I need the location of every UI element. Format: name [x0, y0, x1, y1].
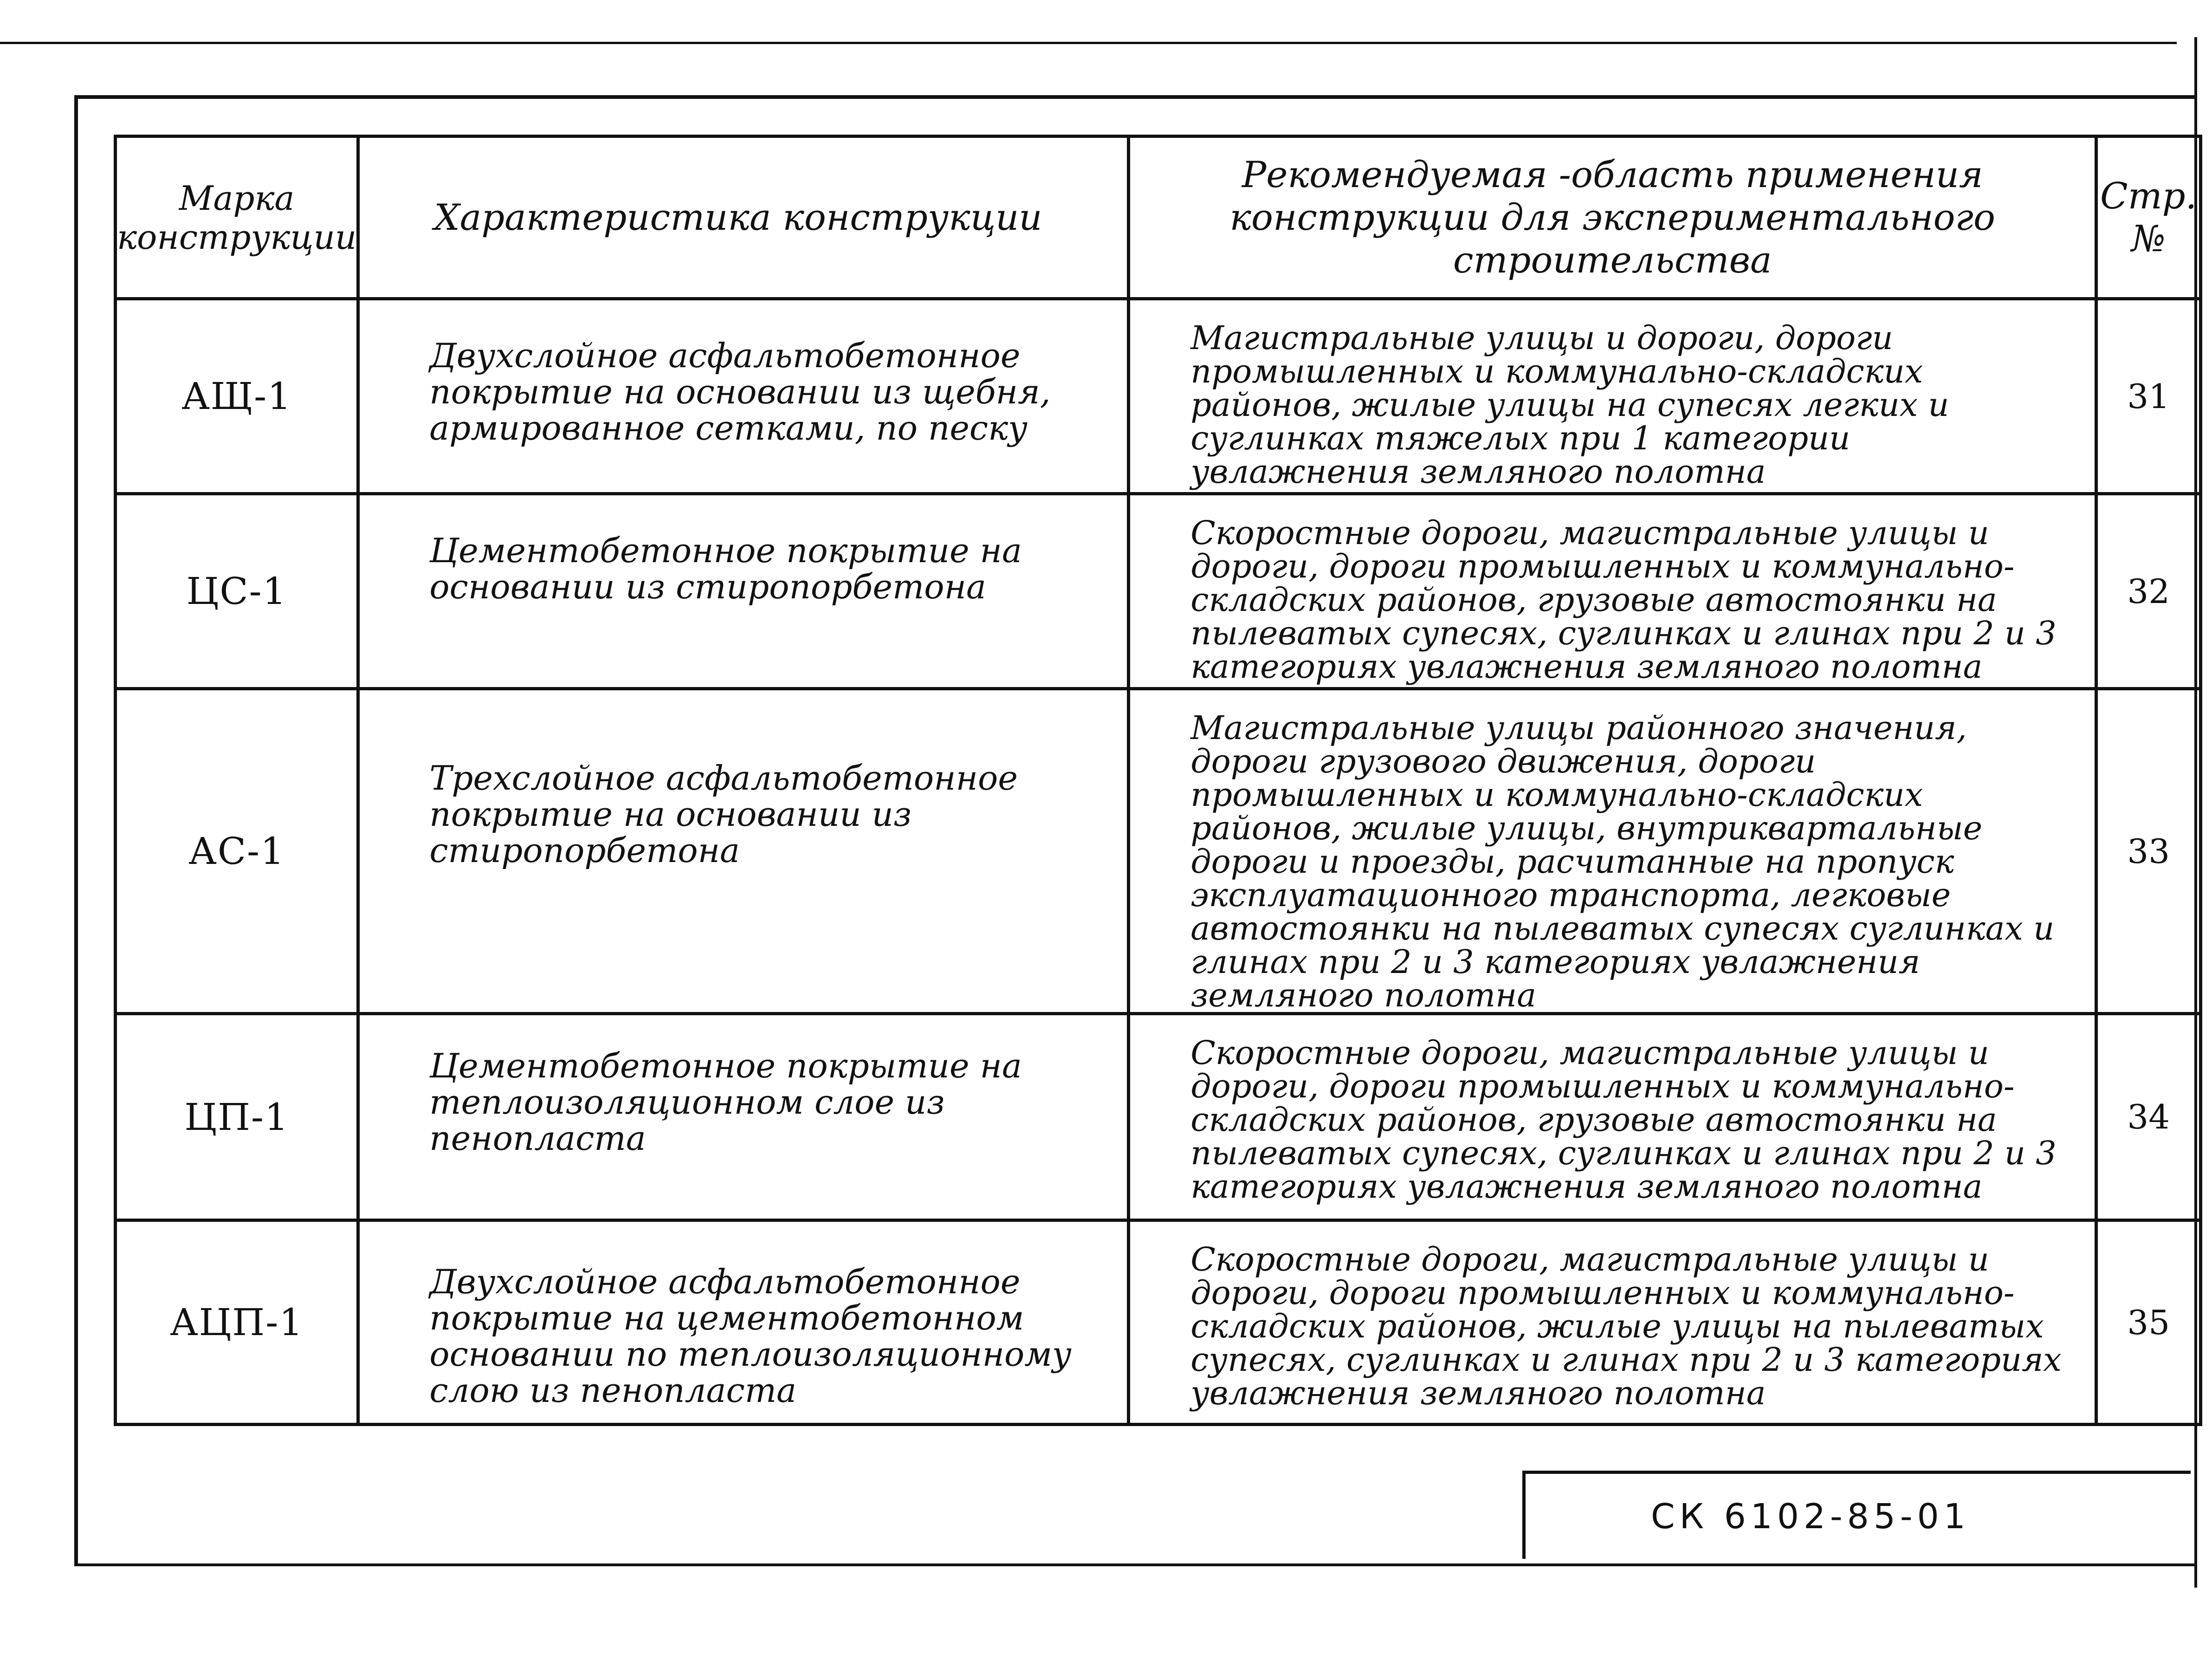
header-application-area: Рекомендуемая -область применения конструкции для экспериментального строительства — [1129, 136, 2096, 299]
row-characteristic-text: Двухслойное асфальтобетонное покрытие на цементобетонном основании по теплоизоляционному слою из пенопласта — [429, 1262, 1072, 1410]
row-characteristic-text: Двухслойное асфальтобетонное покрытие на основании из щебня, армированное сетками, по песку — [429, 336, 1051, 448]
row-page: 34 — [2096, 1014, 2201, 1220]
row-characteristic — [358, 494, 1129, 689]
row-mark: АЩ-1 — [116, 299, 358, 494]
header-page: Стр. № — [2096, 136, 2201, 299]
row-application-area — [1129, 494, 2096, 689]
table-row — [116, 299, 2201, 494]
row-page: 31 — [2096, 299, 2201, 494]
row-application-area-text: Скоростные дороги, магистральные улицы и дороги, дороги промышленных и коммунально-складских районов, жилые улицы на пылеватых супесях, суглинках и глинах при 2 и 3 категориях увлажнения земляного полотна — [1190, 1240, 2062, 1412]
row-application-area-text: Скоростные дороги, магистральные улицы и дороги, дороги промышленных и коммунально-складских районов, грузовые автостоянки на пылеватых супесях, суглинках и глинах при 2 и 3 категориях увлажнения земляного полотна — [1190, 1034, 2057, 1206]
row-application-area — [1129, 1014, 2096, 1220]
row-characteristic — [358, 1014, 1129, 1220]
row-application-area — [1129, 1220, 2096, 1425]
sheet-top-line — [0, 42, 2177, 44]
constructions-table — [114, 135, 2202, 1426]
table-row — [116, 689, 2201, 1014]
row-characteristic-text: Трехслойное асфальтобетонное покрытие на основании из стиропорбетона — [429, 759, 1018, 870]
table-row — [116, 1220, 2201, 1425]
document-code: СК 6102-85-01 — [1651, 1496, 1970, 1537]
header-characteristic: Характеристика конструкции — [358, 136, 1129, 299]
row-characteristic-text: Цементобетонное покрытие на основании из стиропорбетона — [429, 531, 1022, 606]
title-block-stamp — [1522, 1471, 2191, 1559]
row-characteristic — [358, 689, 1129, 1014]
table-header-row — [116, 136, 2201, 299]
row-mark: АЦП-1 — [116, 1220, 358, 1425]
row-application-area-text: Скоростные дороги, магистральные улицы и дороги, дороги промышленных и коммунально-складских районов, грузовые автостоянки на пылеватых супесях, суглинках и глинах при 2 и 3 категориях увлажнения земляного полотна — [1190, 514, 2057, 686]
row-characteristic — [358, 1220, 1129, 1425]
row-page: 32 — [2096, 494, 2201, 689]
row-page: 33 — [2096, 689, 2201, 1014]
row-application-area-text: Магистральные улицы районного значения, дороги грузового движения, дороги промышленных и коммунально-складских районов, жилые улицы, внутриквартальные дороги и проезды, расчитанные на пропуск эксплуатационного транспорта, легковые автостоянки на пылеватых супесях суглинках и глинах при 2 и 3 категориях увлажнения земляного полотна — [1190, 709, 2055, 1014]
row-characteristic-text: Цементобетонное покрытие на теплоизоляционном слое из пенопласта — [429, 1046, 1022, 1158]
row-application-area-text: Магистральные улицы и дороги, дороги промышленных и коммунально-складских районов, жилые улицы на супесях легких и суглинках тяжелых при 1 категории увлажнения земляного полотна — [1190, 319, 1949, 491]
table-row — [116, 1014, 2201, 1220]
row-mark: ЦП-1 — [116, 1014, 358, 1220]
row-mark: ЦС-1 — [116, 494, 358, 689]
row-characteristic — [358, 299, 1129, 494]
table-row — [116, 494, 2201, 689]
header-mark: Марка конструкции — [116, 136, 358, 299]
row-page: 35 — [2096, 1220, 2201, 1425]
row-application-area — [1129, 689, 2096, 1014]
row-mark: АС-1 — [116, 689, 358, 1014]
row-application-area — [1129, 299, 2096, 494]
